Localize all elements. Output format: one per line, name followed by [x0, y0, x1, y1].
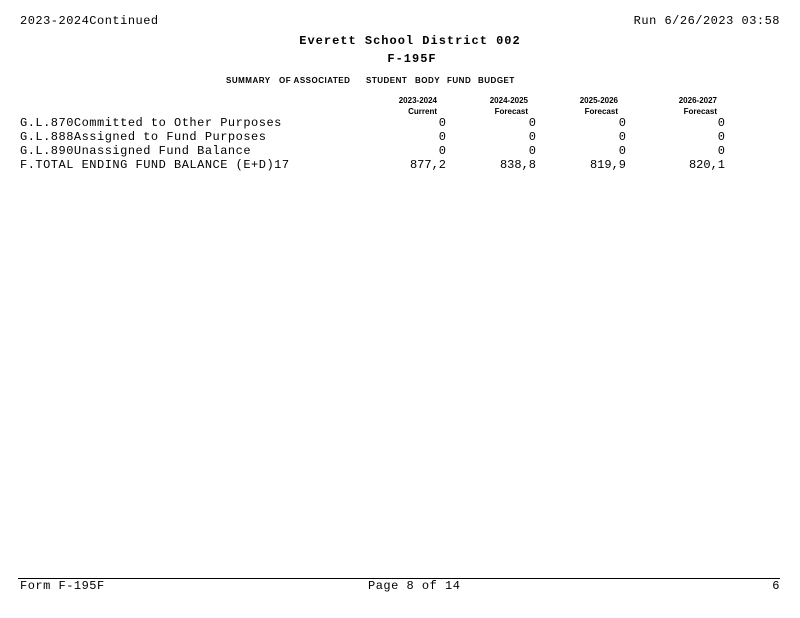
column-label: Forecast [683, 107, 717, 116]
row-value: 0 [528, 130, 536, 144]
column-year: 2024-2025 [489, 96, 528, 105]
row-value: 0 [717, 116, 725, 130]
column-label: Current [408, 107, 437, 116]
row-value: 0 [528, 144, 536, 158]
footer-form-id: Form F-195F [20, 579, 105, 593]
column-year: 2026-2027 [678, 96, 717, 105]
row-value: 0 [618, 144, 626, 158]
column-header-2 [458, 95, 528, 117]
column-header-3 [548, 95, 618, 117]
header-left-text: 2023-2024Continued [20, 14, 159, 28]
subtitle-word-3: STUDENT [366, 76, 408, 85]
row-value: 0 [618, 116, 626, 130]
subtitle-word-2: OF ASSOCIATED [279, 76, 351, 85]
row-label-unassigned: G.L.890Unassigned Fund Balance [20, 144, 252, 158]
column-header-1 [367, 95, 437, 117]
row-value: 820,1 [688, 158, 725, 172]
row-value: 819,9 [589, 158, 626, 172]
subtitle-word-6: BUDGET [478, 76, 515, 85]
row-value: 838,8 [499, 158, 536, 172]
run-timestamp: Run 6/26/2023 03:58 [633, 14, 780, 28]
column-header-4 [647, 95, 717, 117]
footer-right-number: 6 [772, 579, 780, 593]
row-label-assigned: G.L.888Assigned to Fund Purposes [20, 130, 267, 144]
row-value: 0 [438, 116, 446, 130]
subtitle-word-1: SUMMARY [226, 76, 271, 85]
subtitle-word-4: BODY [415, 76, 441, 85]
row-value: 877,2 [409, 158, 446, 172]
row-value: 0 [528, 116, 536, 130]
column-label: Forecast [494, 107, 528, 116]
row-value: 0 [438, 144, 446, 158]
column-year: 2025-2026 [579, 96, 618, 105]
subtitle-word-5: FUND [447, 76, 472, 85]
column-year: 2023-2024 [398, 96, 437, 105]
row-value: 0 [717, 130, 725, 144]
form-title: F-195F [387, 52, 437, 66]
district-title: Everett School District 002 [299, 34, 521, 48]
row-value: 0 [717, 144, 725, 158]
row-value: 0 [618, 130, 626, 144]
row-label-committed: G.L.870Committed to Other Purposes [20, 116, 282, 130]
column-label: Forecast [584, 107, 618, 116]
row-label-total-ending-fund-balance: F.TOTAL ENDING FUND BALANCE (E+D)17 [20, 158, 290, 172]
footer-page-number: Page 8 of 14 [368, 579, 461, 593]
row-value: 0 [438, 130, 446, 144]
